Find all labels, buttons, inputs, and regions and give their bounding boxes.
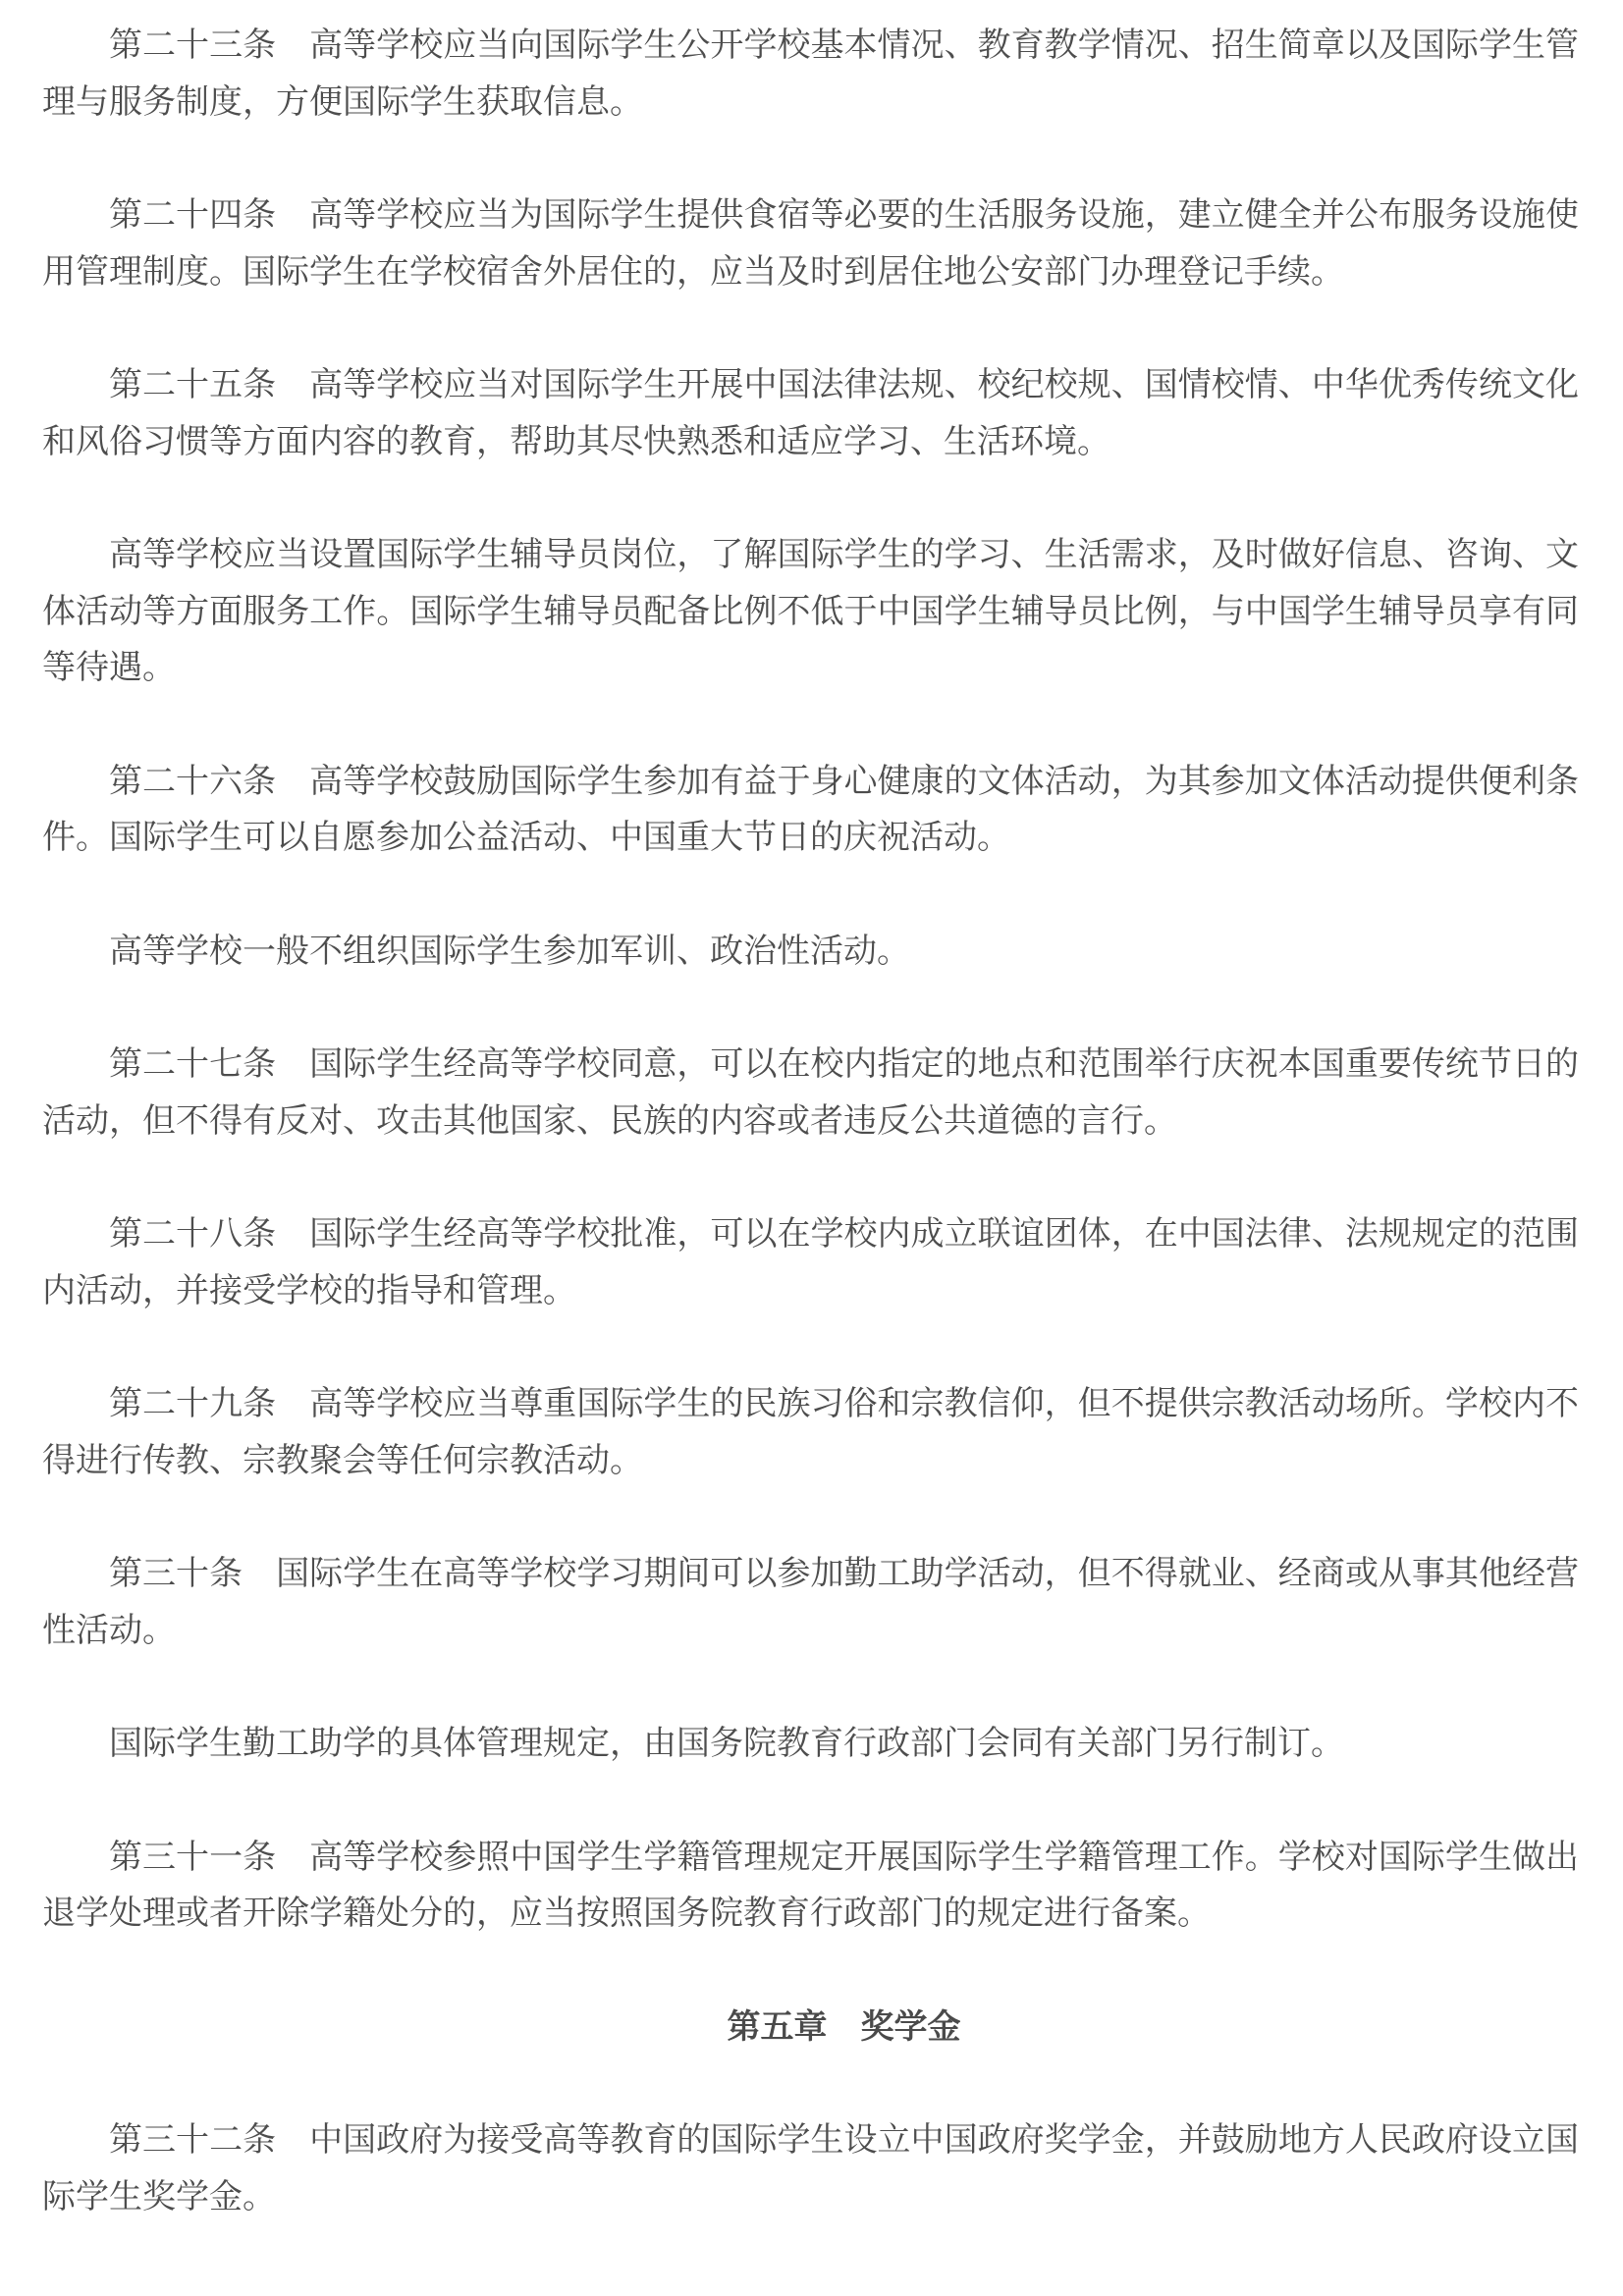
paragraph: 第二十九条 高等学校应当尊重国际学生的民族习俗和宗教信仰，但不提供宗教活动场所。学校内不得进行传教、宗教聚会等任何宗教活动。 <box>42 1386 1579 1479</box>
document-body <box>42 18 1579 2225</box>
paragraph: 第三十二条 中国政府为接受高等教育的国际学生设立中国政府奖学金，并鼓励地方人民政府设立国际学生奖学金。 <box>42 2122 1579 2216</box>
paragraph: 第三十一条 高等学校参照中国学生学籍管理规定开展国际学生学籍管理工作。学校对国际学生做出退学处理或者开除学籍处分的，应当按照国务院教育行政部门的规定进行备案。 <box>42 1839 1579 1932</box>
paragraph: 第二十四条 高等学校应当为国际学生提供食宿等必要的生活服务设施，建立健全并公布服务设施使用管理制度。国际学生在学校宿舍外居住的，应当及时到居住地公安部门办理登记手续。 <box>42 197 1579 291</box>
chapter-heading: 第五章 奖学金 <box>727 2008 961 2046</box>
paragraph: 高等学校一般不组织国际学生参加军训、政治性活动。 <box>109 933 910 970</box>
paragraph: 第二十三条 高等学校应当向国际学生公开学校基本情况、教育教学情况、招生简章以及国际学生管理与服务制度，方便国际学生获取信息。 <box>42 27 1579 121</box>
paragraph: 第二十五条 高等学校应当对国际学生开展中国法律法规、校纪校规、国情校情、中华优秀传统文化和风俗习惯等方面内容的教育，帮助其尽快熟悉和适应学习、生活环境。 <box>42 367 1579 460</box>
paragraph: 国际学生勤工助学的具体管理规定，由国务院教育行政部门会同有关部门另行制订。 <box>109 1726 1344 1762</box>
paragraph: 高等学校应当设置国际学生辅导员岗位，了解国际学生的学习、生活需求，及时做好信息、咨询、文体活动等方面服务工作。国际学生辅导员配备比例不低于中国学生辅导员比例，与中国学生辅导员享有同等待遇。 <box>42 537 1579 686</box>
paragraph: 第二十六条 高等学校鼓励国际学生参加有益于身心健康的文体活动，为其参加文体活动提供便利条件。国际学生可以自愿参加公益活动、中国重大节日的庆祝活动。 <box>42 763 1579 856</box>
paragraph: 第三十条 国际学生在高等学校学习期间可以参加勤工助学活动，但不得就业、经商或从事其他经营性活动。 <box>42 1556 1579 1649</box>
paragraph: 第二十八条 国际学生经高等学校批准，可以在学校内成立联谊团体，在中国法律、法规规定的范围内活动，并接受学校的指导和管理。 <box>42 1216 1579 1309</box>
paragraph: 第二十七条 国际学生经高等学校同意，可以在校内指定的地点和范围举行庆祝本国重要传统节日的活动，但不得有反对、攻击其他国家、民族的内容或者违反公共道德的言行。 <box>42 1046 1579 1140</box>
